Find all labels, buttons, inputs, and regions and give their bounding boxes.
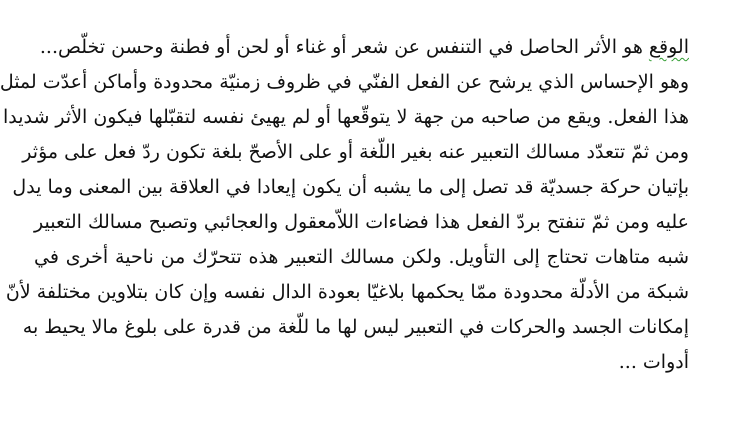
- text-line-6: عليه ومن ثمّ تنفتح بردّ الفعل هذا فضاءات اللاّمعقول والعجائبي وتصبح مسالك التعبير: [34, 211, 689, 233]
- text-line-1: [34, 30, 689, 65]
- paragraph: [0, 30, 689, 380]
- spellcheck-flagged-word: الوقع: [648, 36, 689, 58]
- text-line-1-rest: هو الأثر الحاصل في التنفس عن شعر أو غناء أو لحن أو فطنة وحسن تخلّص...: [39, 36, 649, 58]
- text-line-8: شبكة من الأدلّة محدودة ممّا يحكمها بلاغيّا بعودة الدال نفسه وإن كان بتلاوين مختلفة لأنّ: [5, 281, 689, 303]
- text-line-10: أدوات ...: [618, 351, 689, 373]
- text-line-2: وهو الإحساس الذي يرشح عن الفعل الفنّي في ظروف زمنيّة محدودة وأماكن أعدّت لمثل: [0, 71, 689, 93]
- text-line-7: شبه متاهات تحتاج إلى التأويل. ولكن مسالك التعبير هذه تتحرّك من ناحية أخرى في: [34, 246, 689, 268]
- text-line-3: هذا الفعل. ويقع من صاحبه من جهة لا يتوقّعها أو لم يهيئ نفسه لتقبّلها فيكون الأثر شديدا: [2, 106, 689, 128]
- text-line-5: بإتيان حركة جسديّة قد تصل إلى ما يشبه أن يكون إيعادا في العلاقة بين المعنى وما يدل: [12, 176, 689, 198]
- text-line-9: إمكانات الجسد والحركات في التعبير ليس لها ما للّغة من قدرة على بلوغ مالا يحيط به: [22, 316, 689, 338]
- text-line-4: ومن ثمّ تتعدّد مسالك التعبير عنه بغير اللّغة أو على الأصحّ بلغة تكون ردّ فعل على مؤثر: [22, 141, 689, 163]
